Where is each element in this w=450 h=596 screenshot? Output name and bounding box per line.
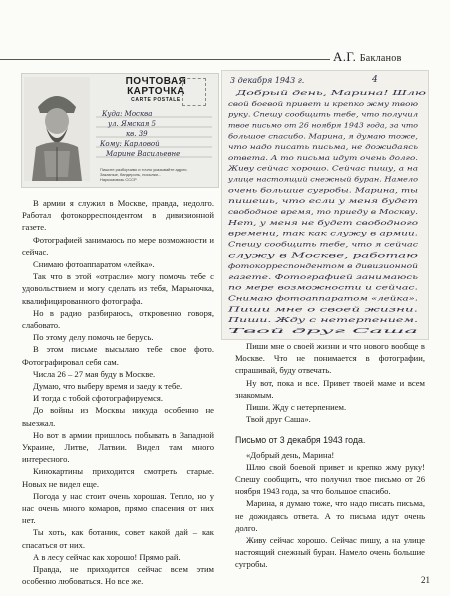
- postcard-address-line: ул. Ямская 5: [108, 120, 157, 128]
- letter-line: пишешь, что если у меня будет: [228, 197, 418, 206]
- letter-line: Твой друг Саша: [228, 327, 419, 335]
- postcard-footer-line: Наркомсвязь СССР: [100, 177, 137, 182]
- running-header-author: А.Г. Бакланов: [333, 49, 402, 64]
- letter-line: Живу сейчас хорошо. Сейчас пишу, а на: [226, 164, 419, 173]
- paragraph: В армии я служил в Москве, правда, недолго. Работал фотокорреспондентом в дивизионной газете.: [22, 198, 214, 233]
- paragraph: Но вот в армии пришлось побывать в Западной Украине, Литве, Латвии. Видел там много интересного.: [22, 429, 214, 465]
- paragraph: Думаю, что выберу время и заеду к тебе.: [33, 381, 183, 392]
- right-text-column: [235, 340, 425, 571]
- paragraph: Пиши. Жду с нетерпением.: [246, 402, 347, 413]
- postcard-title-line3: CARTE POSTALE: [131, 97, 181, 103]
- paragraph: Шлю свой боевой привет и крепко жму руку! Спешу сообщить, что получил твое письмо от 26 ноября 1943 года, за что большое спасибо.: [235, 461, 425, 497]
- paragraph: Правда, не приходится сейчас всем этим особенно любоваться. Но все же.: [22, 564, 214, 587]
- letter-line: улице настоящий снежный буран. Намело: [226, 175, 419, 184]
- postage-stamp-box: [182, 78, 206, 106]
- letter-line: что надо писать письма, не дожидаясь: [228, 143, 419, 152]
- paragraph: Погода у нас стоит очень хорошая. Тепло, но у нас очень много комаров, прямо спасения от них нет.: [22, 490, 214, 526]
- postcard-address-line: кв. 39: [126, 130, 148, 138]
- letter-line: руку. Спешу сообщить тебе, что получил: [228, 110, 418, 119]
- paragraph: Числа 26 – 27 мая буду в Москве.: [33, 368, 156, 379]
- left-text-column: [22, 197, 214, 588]
- paragraph: До войны из Москвы никуда особенно не выезжал.: [22, 405, 214, 428]
- author-surname: Бакланов: [359, 53, 402, 64]
- letter-line: газете. Фотографией занимаюсь: [228, 272, 419, 281]
- postcard-address-line: Кому: Карловой: [100, 140, 160, 148]
- paragraph: Кинокартины приходится смотреть старые. Новых не видел еще.: [22, 466, 214, 489]
- postcard-footer-line: Пишите разборчиво и точно указывайте адрес.: [100, 167, 188, 172]
- postcard-footer-text: [100, 167, 210, 182]
- letter-line: Пиши. Жду с нетерпением.: [226, 316, 418, 325]
- paragraph: По этому делу помочь не берусь.: [33, 332, 154, 343]
- portrait-illustration: [24, 77, 90, 181]
- letter-line: фотокорреспондентом в дивизионной: [228, 262, 418, 271]
- postcard-footer-line: Заказные, бандероль, посылки...: [100, 172, 162, 177]
- handwritten-letter-scan: [221, 70, 429, 340]
- header-rule: [0, 59, 330, 60]
- letter-line: твое письмо от 26 ноября 1943 года, за что: [228, 121, 419, 130]
- paragraph: Живу сейчас хорошо. Сейчас пишу, а на улице настоящий снежный буран. Намело очень большие сугробы.: [235, 535, 425, 570]
- paragraph: Марина, я думаю тоже, что надо писать письма, не дожидаясь ответа. А то письма идут очень долго.: [235, 498, 425, 533]
- page-number: 21: [421, 575, 430, 585]
- letter-line: Снимаю фотоаппаратом «лейка».: [228, 294, 418, 303]
- letter-line: свободное время, то приеду в Москву.: [228, 208, 418, 216]
- paragraph: Ты хоть, как ботаник, совет какой дай – как спасаться от них.: [22, 527, 214, 550]
- paragraph: В этом письме высылаю тебе свое фото. Фотографировал себя сам.: [22, 344, 214, 367]
- letter-line: служу в Москве, работаю: [228, 251, 419, 260]
- postcard-title-line2: КАРТОЧКА: [127, 86, 185, 97]
- letter-line: ответа. А то письма идут очень долго.: [228, 153, 418, 162]
- paragraph: Фотографией занимаюсь по мере возможности и сейчас.: [22, 234, 214, 257]
- letter-date: 3 декабря 1943 г.: [230, 76, 305, 85]
- paragraph: Так что в этой «отрасли» могу помочь тебе с удовольствием и могу сделать из тебя, Марьночка, квалифицированного фотографа.: [22, 271, 214, 306]
- postcard-address-handwriting: [96, 108, 212, 158]
- paragraph: И тогда с тобой сфотографируемся.: [33, 393, 163, 404]
- postcard-title-line1: ПОЧТОВАЯ: [125, 76, 187, 87]
- letter-line: Нет, у меня не будет свободного: [226, 218, 419, 227]
- letter-line: свой боевой привет и крепко жму твою: [228, 99, 419, 108]
- letter-line: по мере возможности и сейчас.: [228, 283, 418, 292]
- letter-line: Спешу сообщить тебе, что я сейчас: [228, 240, 419, 249]
- letter-line: Пиши мне о своей жизни.: [225, 305, 418, 314]
- letter-heading: Письмо от 3 декабря 1943 года.: [235, 435, 366, 446]
- letter-line: большое спасибо. Марина, я думаю тоже,: [228, 132, 418, 141]
- paragraph: Твой друг Саша».: [246, 414, 311, 425]
- letter-line: очень большие сугробы. Марина, ты: [228, 186, 418, 195]
- postcard-address-line: Куда: Москва: [102, 110, 153, 118]
- letter-handwriting: [222, 71, 428, 339]
- postcard-address-line: Марине Васильевне: [106, 150, 181, 158]
- paragraph: «Добрый день, Марина!: [246, 449, 335, 460]
- postcard-image: [21, 73, 219, 188]
- paragraph: Но в радио разбираюсь, откровенно говоря, слабовато.: [22, 307, 214, 331]
- paragraph: Пиши мне о своей жизни и что нового вообще в Москве. Что не понимается в фотографии, спрашивай, буду отвечать.: [235, 341, 425, 376]
- paragraph: Снимаю фотоаппаратом «лейка».: [33, 259, 155, 270]
- letter-line: времени, так как служу в армии.: [228, 229, 418, 238]
- paragraph: А в лесу сейчас как хорошо! Прямо рай.: [33, 551, 181, 562]
- letter-line: Добрый день, Марина! Шлю: [234, 89, 427, 97]
- paragraph: Ну вот, пока и все. Привет твоей маме и всем знакомым.: [235, 377, 425, 400]
- letter-mark: 4: [372, 75, 378, 85]
